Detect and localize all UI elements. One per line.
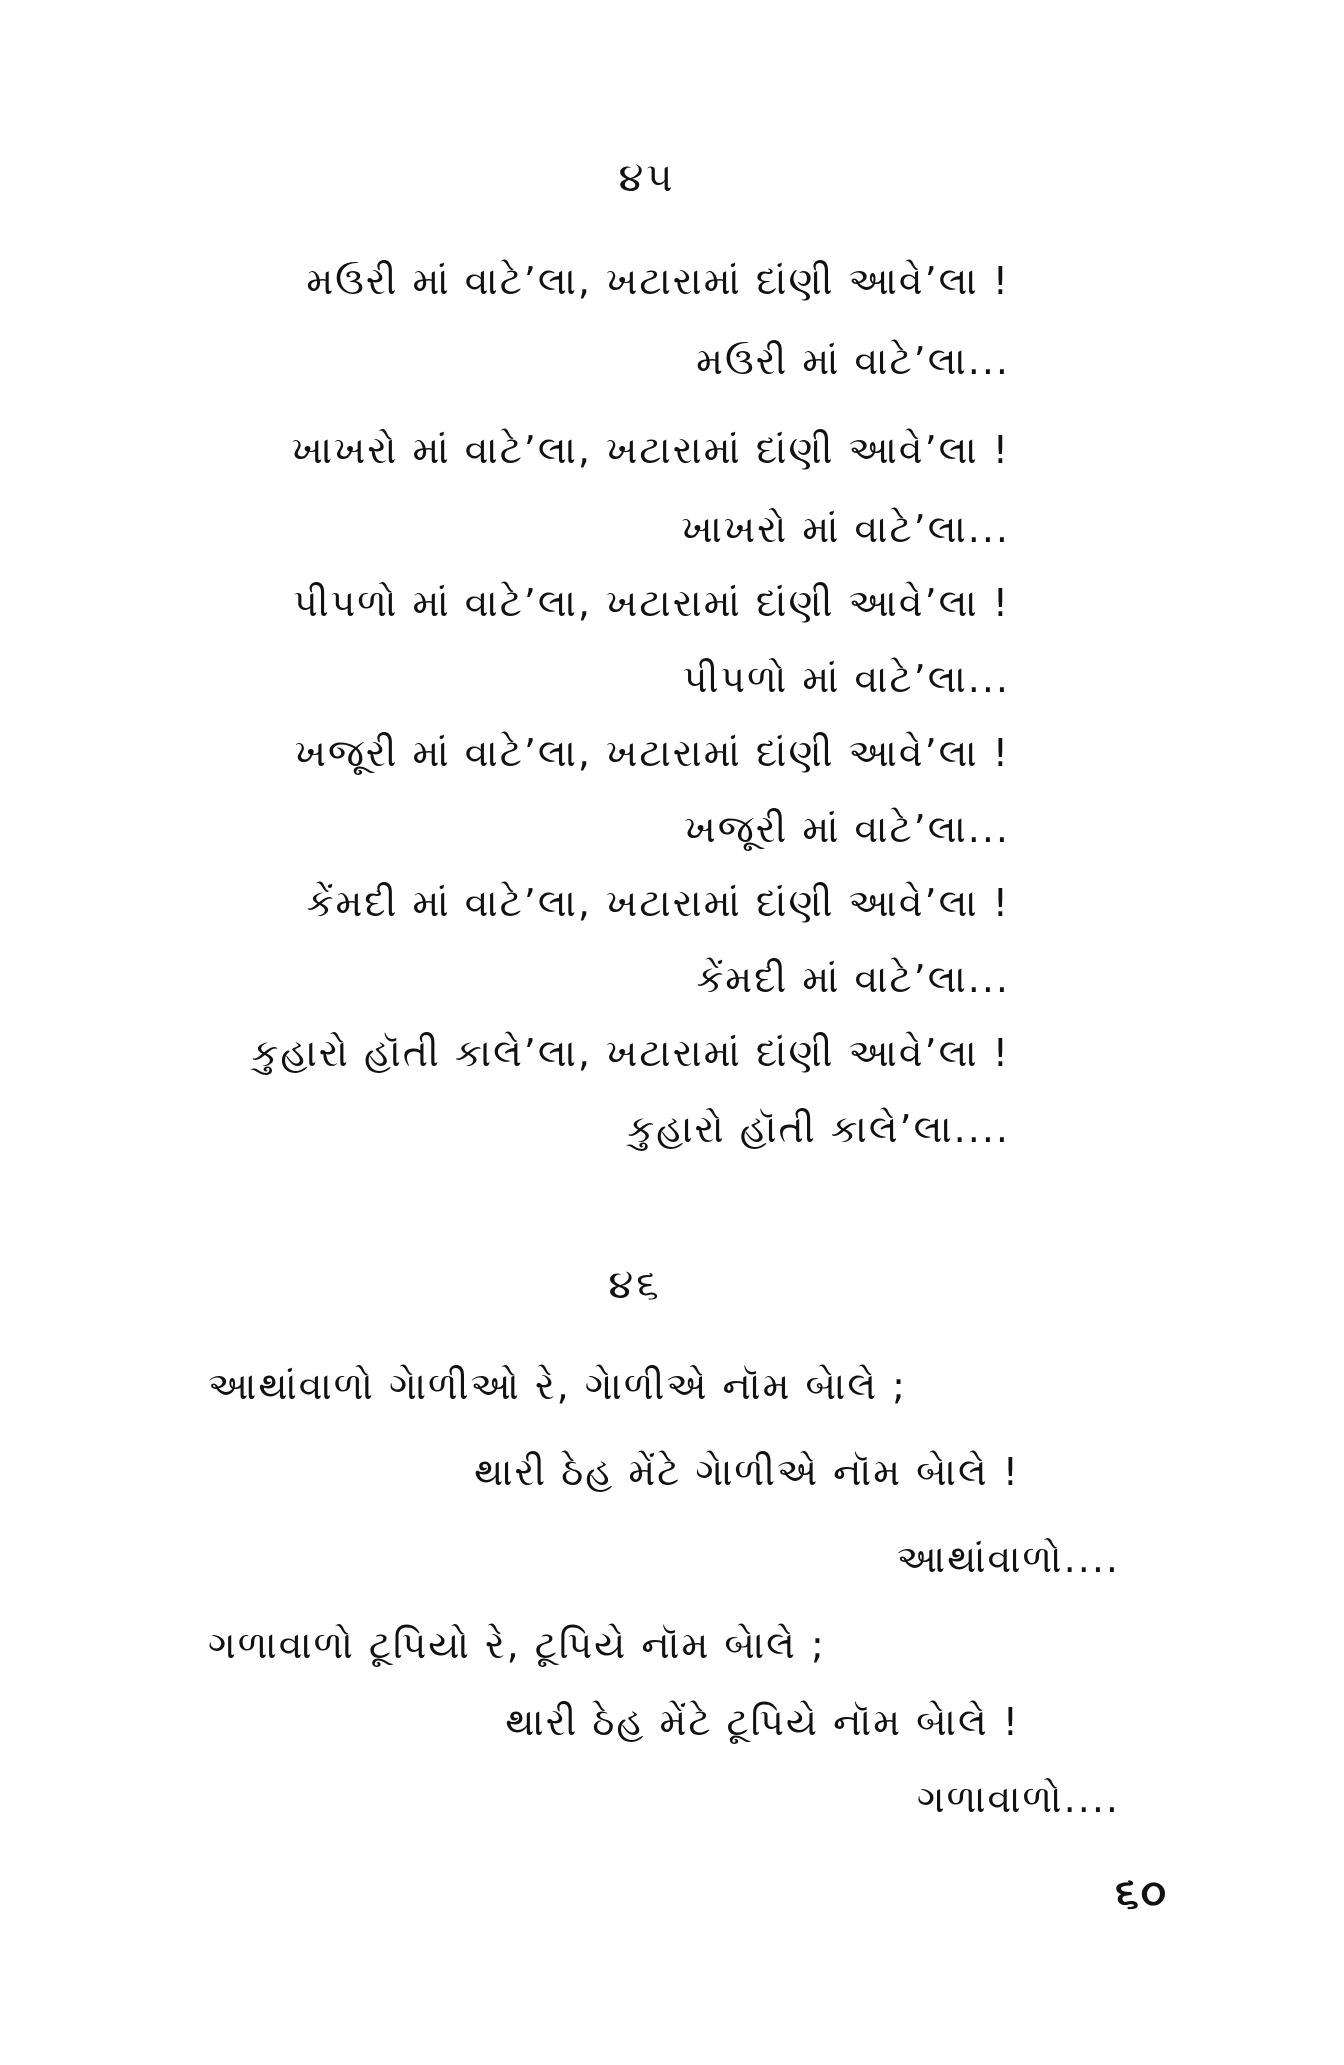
- page-number: ૬૦: [1115, 1868, 1168, 1917]
- song-46-refrain-1: આથાંવાળો....: [896, 1537, 1120, 1581]
- song-46-line-1: આથાંવાળો ગેાળીઓ રે, ગેાળીએ નૉમ બેાલે ;: [208, 1364, 907, 1408]
- song-45-number: ૪૫: [618, 155, 676, 201]
- song-45-line-2: ખાખરો માં વાટે’લા, ખટારામાં દાંણી આવે’લા !: [291, 428, 1010, 472]
- song-46-refrain-2: ગળાવાળો....: [916, 1777, 1120, 1821]
- song-46-line-4: થારી ઠેહ મેંટે ટૂપિયે નૉમ બેાલે !: [505, 1700, 1020, 1744]
- song-45-refrain-1: મઉરી માં વાટે’લા...: [696, 339, 1010, 383]
- song-45-line-6: કુહારો હૉતી કાલે’લા, ખટારામાં દાંણી આવે’લા !: [251, 1031, 1010, 1075]
- song-45-refrain-6: કુહારો હૉતી કાલે’લા....: [627, 1107, 1010, 1151]
- song-45-refrain-4: ખજૂરી માં વાટે’લા...: [684, 807, 1010, 851]
- song-45-line-4: ખજૂરી માં વાટે’લા, ખટારામાં દાંણી આવે’લા !: [294, 731, 1010, 775]
- song-45-refrain-3: પીપળો માં વાટે’લા...: [682, 657, 1010, 701]
- song-45-line-1: મઉરી માં વાટે’લા, ખટારામાં દાંણી આવે’લા !: [306, 259, 1010, 303]
- song-45-refrain-2: ખાખરો માં વાટે’લા...: [681, 507, 1010, 551]
- song-45-line-3: પીપળો માં વાટે’લા, ખટારામાં દાંણી આવે’લા !: [293, 581, 1010, 625]
- song-45-refrain-5: કેંમદી માં વાટે’લા...: [696, 957, 1010, 1001]
- song-46-number: ૪૬: [608, 1262, 662, 1308]
- song-46-line-3: ગળાવાળો ટૂપિયો રે, ટૂપિયે નૉમ બેાલે ;: [208, 1623, 826, 1667]
- song-46-line-2: થારી ઠેહ મેંટે ગેાળીએ નૉમ બેાલે !: [474, 1450, 1020, 1494]
- song-45-line-5: કેંમદી માં વાટે’લા, ખટારામાં દાંણી આવે’લા !: [306, 881, 1010, 925]
